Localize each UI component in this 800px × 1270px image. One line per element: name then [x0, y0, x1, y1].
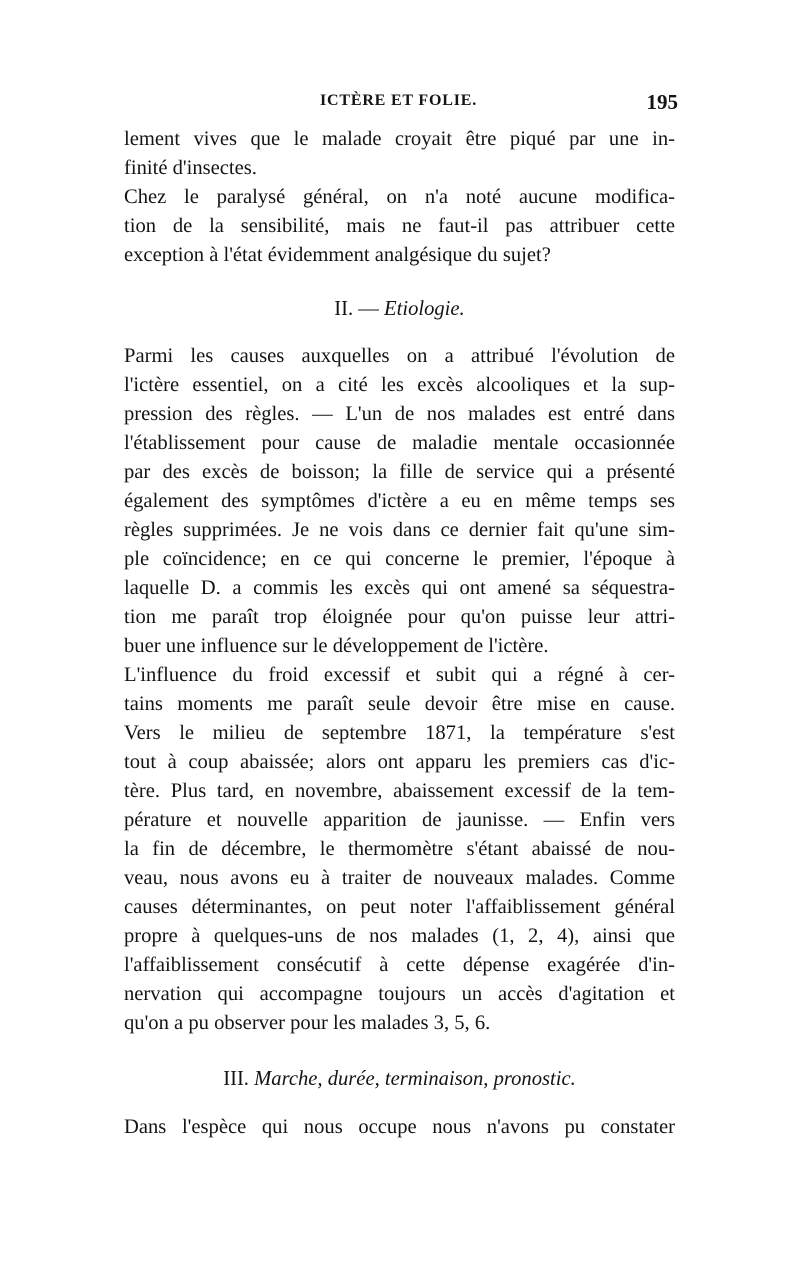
section-title: Marche, durée, terminaison, pronostic.: [254, 1068, 576, 1090]
section-number: II. —: [334, 298, 379, 320]
text-line: finité d'insectes.: [124, 157, 257, 179]
text-line: par des excès de boisson; la fille de service qui a présenté: [124, 461, 675, 483]
text-line: la fin de décembre, le thermomètre s'étant abaissé de nou-: [124, 838, 675, 860]
page-number: 195: [646, 90, 678, 114]
text-line: tion me paraît trop éloignée pour qu'on puisse leur attri-: [124, 606, 675, 628]
text-line: pression des règles. — L'un de nos malades est entré dans: [124, 403, 675, 425]
text-line: buer une influence sur le développement de l'ictère.: [124, 635, 549, 657]
text-line: qu'on a pu observer pour les malades 3, 5, 6.: [124, 1012, 491, 1034]
text-line: propre à quelques-uns de nos malades (1, 2, 4), ainsi que: [124, 925, 675, 947]
text-line: veau, nous avons eu à traiter de nouveaux malades. Comme: [124, 867, 675, 889]
text-line: Vers le milieu de septembre 1871, la température s'est: [124, 722, 675, 744]
text-line: causes déterminantes, on peut noter l'affaiblissement général: [124, 896, 675, 918]
text-line: lement vives que le malade croyait être piqué par une in-: [124, 128, 675, 150]
text-line: règles supprimées. Je ne vois dans ce dernier fait qu'une sim-: [124, 519, 675, 541]
text-line: l'ictère essentiel, on a cité les excès alcooliques et la sup-: [124, 374, 675, 396]
text-line: Parmi les causes auxquelles on a attribué l'évolution de: [124, 345, 675, 367]
text-line: L'influence du froid excessif et subit qui a régné à cer-: [124, 664, 675, 686]
section-number: III.: [223, 1068, 249, 1090]
text-line: l'affaiblissement consécutif à cette dépense exagérée d'in-: [124, 954, 675, 976]
text-line: pérature et nouvelle apparition de jaunisse. — Enfin vers: [124, 809, 675, 831]
section-heading-marche: [124, 1064, 675, 1094]
section-title: Etiologie.: [384, 298, 465, 320]
text-line: laquelle D. a commis les excès qui ont amené sa séquestra-: [124, 577, 675, 599]
running-header: [124, 92, 682, 118]
text-line: ple coïncidence; en ce qui concerne le premier, l'époque à: [124, 548, 675, 570]
running-title: ICTÈRE ET FOLIE.: [320, 92, 477, 109]
text-line: Chez le paralysé général, on n'a noté aucune modifica-: [124, 186, 675, 208]
text-line: tout à coup abaissée; alors ont apparu les premiers cas d'ic-: [124, 751, 675, 773]
text-line: tains moments me paraît seule devoir être mise en cause.: [124, 693, 675, 715]
text-line: également des symptômes d'ictère a eu en même temps ses: [124, 490, 675, 512]
text-line: exception à l'état évidemment analgésique du sujet?: [124, 244, 551, 266]
text-line: l'établissement pour cause de maladie mentale occasionnée: [124, 432, 675, 454]
text-line: Dans l'espèce qui nous occupe nous n'avons pu constater: [124, 1116, 675, 1138]
text-line: tère. Plus tard, en novembre, abaissement excessif de la tem-: [124, 780, 675, 802]
section-heading-etiologie: [124, 294, 675, 324]
text-line: tion de la sensibilité, mais ne faut-il pas attribuer cette: [124, 215, 675, 237]
text-line: nervation qui accompagne toujours un accès d'agitation et: [124, 983, 675, 1005]
